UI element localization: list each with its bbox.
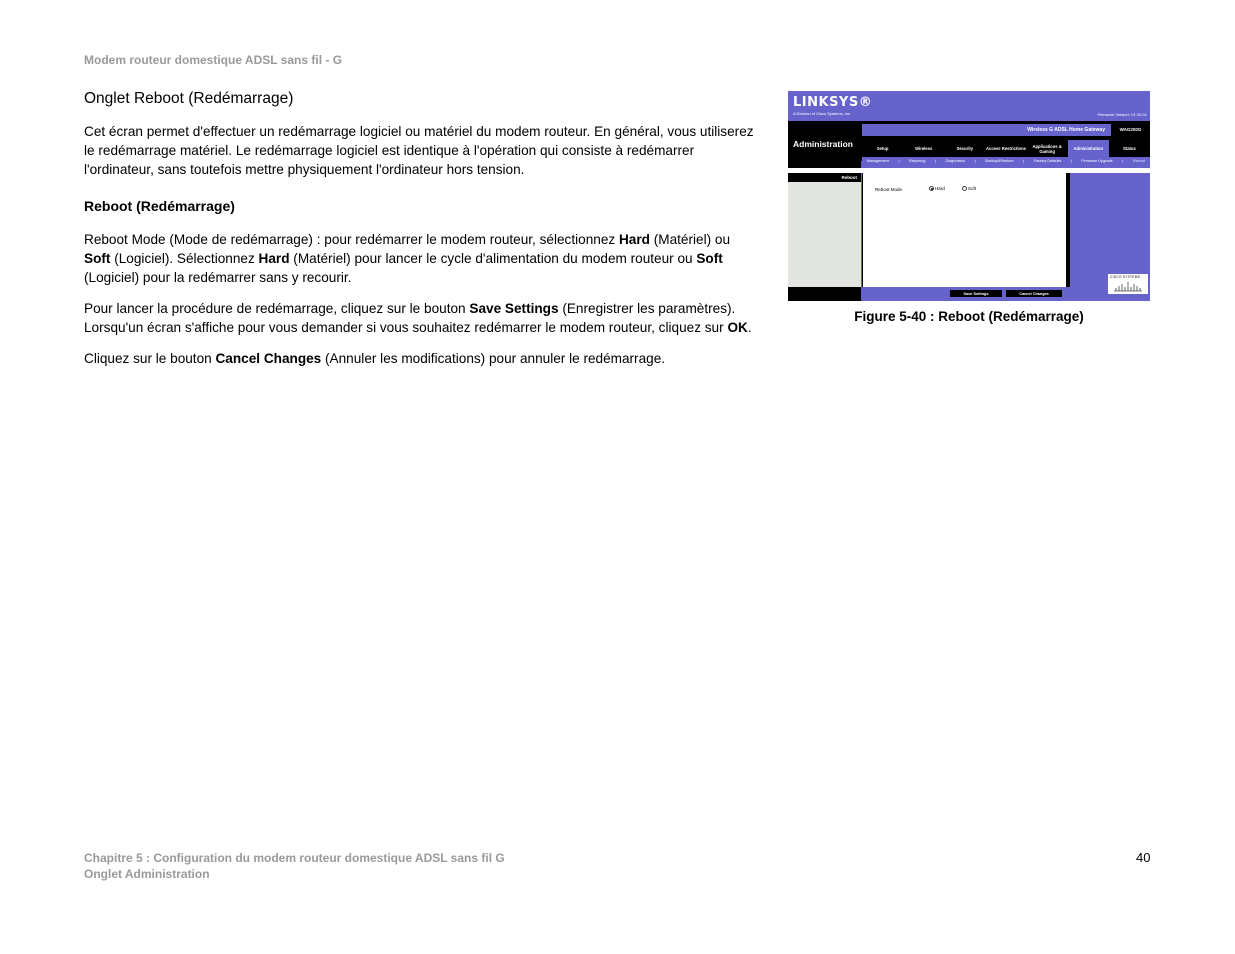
firmware-version: Firmware Version: V1.00.01 bbox=[1097, 112, 1147, 117]
text-run: (Matériel) ou bbox=[649, 232, 731, 247]
reboot-mode-paragraph bbox=[84, 230, 759, 287]
model-number: WAG200G bbox=[1112, 124, 1149, 136]
section-label: Administration bbox=[788, 121, 861, 168]
footer-chapter: Chapitre 5 : Configuration du modem routeur domestique ADSL sans fil G bbox=[84, 851, 505, 865]
hard-label: Hard bbox=[935, 186, 945, 191]
tab-status[interactable]: Status bbox=[1123, 146, 1136, 151]
subsection-title: Reboot (Redémarrage) bbox=[84, 198, 235, 214]
cisco-bridge-icon bbox=[1114, 281, 1142, 292]
bold-ok: OK bbox=[727, 320, 748, 335]
subtab-backup-restore[interactable]: Backup&Restore bbox=[985, 159, 1014, 163]
tab-applications-gaming[interactable]: Applications & Gaming bbox=[1032, 143, 1062, 154]
subtab-separator: | bbox=[1023, 159, 1025, 163]
tab-wireless[interactable]: Wireless bbox=[915, 146, 933, 151]
cisco-text: CISCO SYSTEMS bbox=[1110, 275, 1141, 279]
subtab-firmware-upgrade[interactable]: Firmware Upgrade bbox=[1081, 159, 1113, 163]
footer bbox=[84, 850, 505, 882]
subtab-separator: | bbox=[898, 159, 900, 163]
text-run: Reboot Mode (Mode de redémarrage) : pour redémarrer le modem routeur, sélectionnez bbox=[84, 232, 619, 247]
cancel-changes-button[interactable]: Cancel Changes bbox=[1006, 290, 1062, 297]
text-run: (Logiciel). Sélectionnez bbox=[110, 251, 259, 266]
subtab-reboot[interactable]: Reboot bbox=[1132, 159, 1146, 163]
save-settings-button[interactable]: Save Settings bbox=[950, 290, 1002, 297]
soft-radio[interactable] bbox=[962, 186, 976, 191]
subtab-separator: | bbox=[974, 159, 976, 163]
text-run: (Annuler les modifications) pour annuler le redémarrage. bbox=[321, 351, 666, 366]
page-number: 40 bbox=[1136, 850, 1151, 865]
reboot-mode-label: Reboot Mode bbox=[875, 187, 903, 192]
subtab-separator: | bbox=[934, 159, 936, 163]
sub-tabs bbox=[862, 157, 1150, 165]
subtab-reporting[interactable]: Reporting bbox=[908, 159, 926, 163]
bold-soft: Soft bbox=[696, 251, 723, 266]
text-run: (Matériel) pour lancer le cycle d'alimentation du modem routeur ou bbox=[289, 251, 697, 266]
subtab-diagnostics[interactable]: Diagnostics bbox=[945, 159, 966, 163]
radio-selected-icon[interactable] bbox=[929, 186, 934, 191]
subtab-management[interactable]: Management bbox=[866, 159, 889, 163]
section-title: Onglet Reboot (Redémarrage) bbox=[84, 90, 294, 107]
text-run: Cliquez sur le bouton bbox=[84, 351, 216, 366]
text-run: (Enregistrer les paramètres). Lorsqu'un écran s'affiche pour vous demander si vous souhaitez redémarrer le modem routeur, cliquez sur bbox=[84, 301, 736, 335]
subtab-factory-defaults[interactable]: Factory Defaults bbox=[1033, 159, 1062, 163]
right-divider bbox=[1066, 173, 1070, 287]
figure-caption: Figure 5-40 : Reboot (Redémarrage) bbox=[854, 309, 1084, 324]
tab-access-restrictions[interactable]: Access Restrictions bbox=[985, 146, 1027, 151]
soft-label: Soft bbox=[968, 186, 977, 191]
text-run: (Logiciel) pour la redémarrer sans y recourir. bbox=[84, 270, 352, 285]
left-panel bbox=[788, 182, 861, 287]
text-run: Pour lancer la procédure de redémarrage, cliquez sur le bouton bbox=[84, 301, 470, 316]
running-header: Modem routeur domestique ADSL sans fil - G bbox=[84, 53, 343, 67]
bottom-left-bar bbox=[788, 287, 861, 301]
bold-save-settings: Save Settings bbox=[469, 301, 559, 316]
left-section-header: Reboot bbox=[788, 173, 861, 182]
linksys-logo: LINKSYS® bbox=[793, 95, 873, 110]
bold-hard: Hard bbox=[618, 232, 650, 247]
subtab-separator: | bbox=[1070, 159, 1072, 163]
bold-cancel-changes: Cancel Changes bbox=[215, 351, 322, 366]
hard-radio[interactable] bbox=[929, 186, 945, 191]
save-paragraph bbox=[84, 299, 759, 337]
reboot-screenshot bbox=[788, 91, 1150, 301]
bold-hard: Hard bbox=[258, 251, 290, 266]
tab-setup[interactable]: Setup bbox=[876, 146, 889, 151]
cisco-logo bbox=[1108, 274, 1148, 294]
body-text bbox=[84, 89, 759, 380]
cancel-paragraph bbox=[84, 349, 759, 368]
tab-administration[interactable]: Administration bbox=[1068, 140, 1109, 157]
main-tabs bbox=[862, 140, 1150, 157]
product-name: Wireless G ADSL Home Gateway bbox=[862, 124, 1111, 136]
bold-soft: Soft bbox=[84, 251, 111, 266]
content-panel bbox=[862, 173, 1066, 287]
text-run: . bbox=[747, 320, 752, 335]
logo-subtitle: A Division of Cisco Systems, Inc. bbox=[793, 111, 852, 116]
radio-unselected-icon[interactable] bbox=[962, 186, 967, 191]
subtab-separator: | bbox=[1122, 159, 1124, 163]
footer-section: Onglet Administration bbox=[84, 867, 210, 881]
intro-paragraph: Cet écran permet d'effectuer un redémarrage logiciel ou matériel du modem routeur. En général, vous utiliserez le redémarrage matériel. Le redémarrage logiciel est identique à l'opération qui consiste à redémarrer l'ordinateur, sans toutefois mettre physiquement l'ordinateur hors tension. bbox=[84, 124, 754, 177]
tab-security[interactable]: Security bbox=[956, 146, 974, 151]
